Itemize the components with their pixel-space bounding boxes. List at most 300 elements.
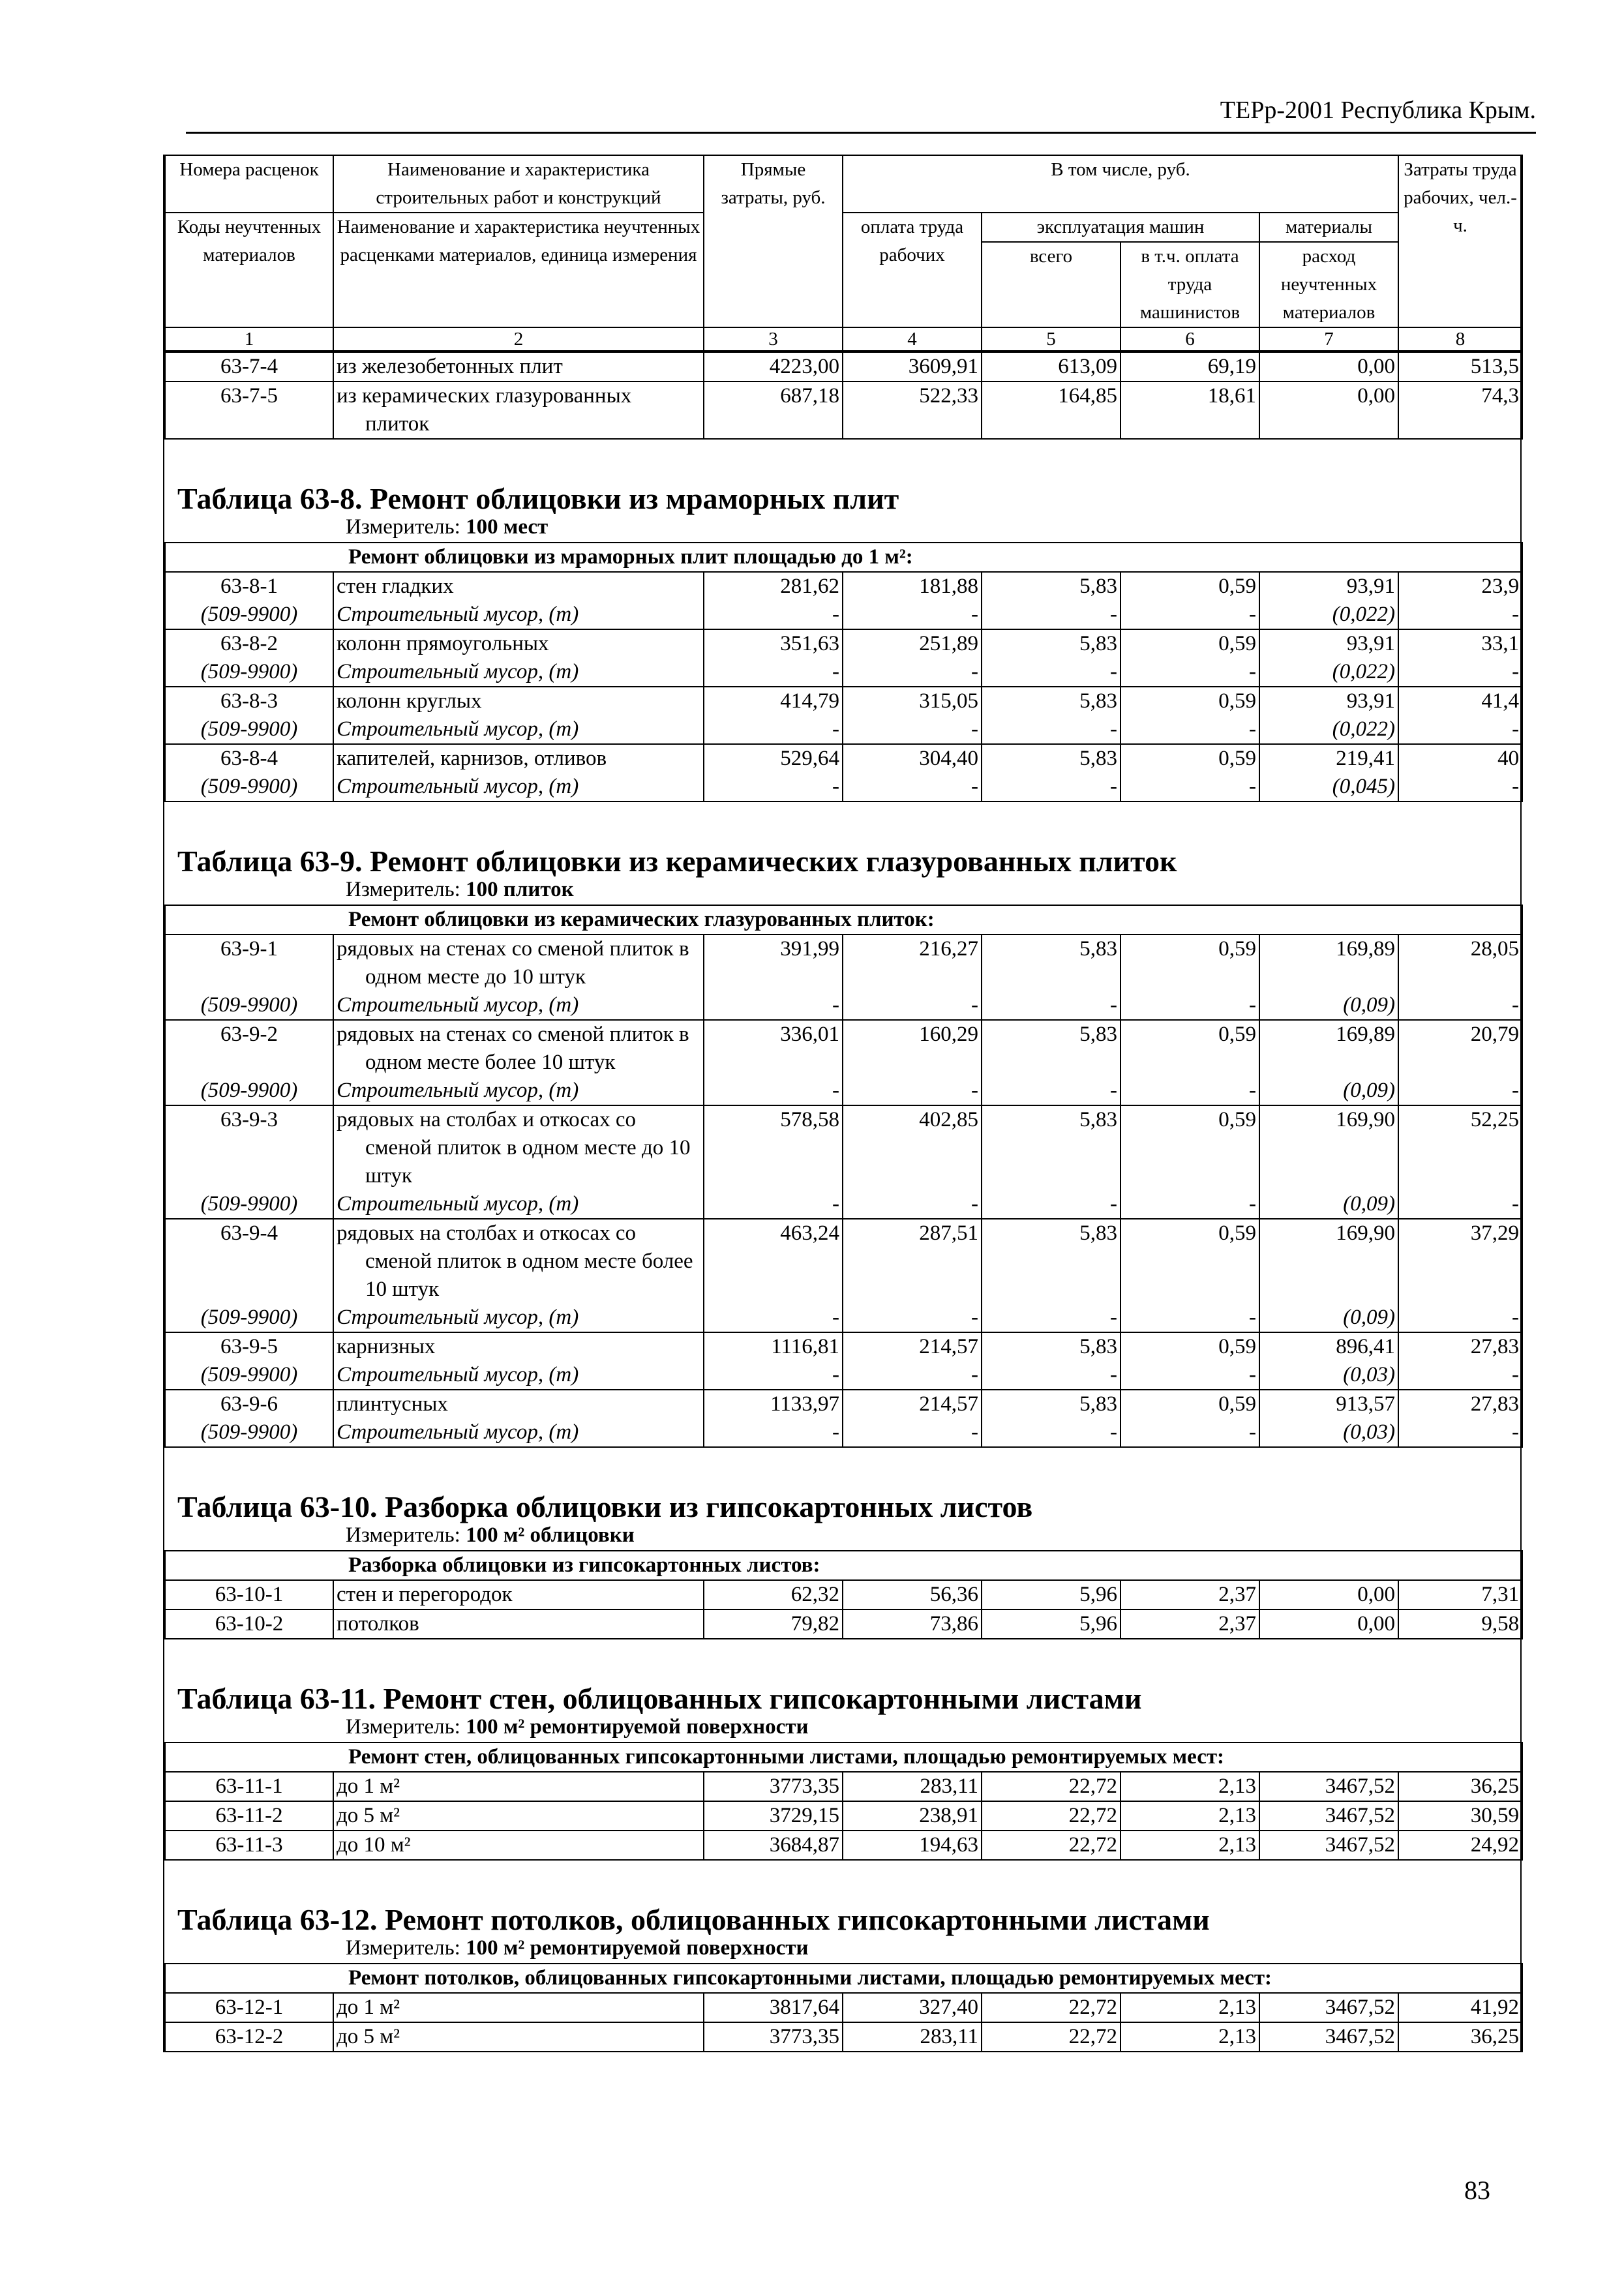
value-cell: 216,27 [843,935,982,991]
value-cell: 24,92 [1398,1831,1522,1860]
material-value-cell: - [843,658,982,687]
material-name: Строительный мусор, (т) [333,658,704,687]
value-cell: 287,51 [843,1219,982,1304]
rate-code: 63-8-2 [165,629,333,658]
value-cell: 93,91 [1259,572,1398,601]
section-spacer [164,802,1520,827]
section-title: Таблица 63-11. Ремонт стен, облицованных гипсокартонными листами [177,1682,1142,1715]
value-cell: 283,11 [843,2022,982,2052]
value-cell: 181,88 [843,572,982,601]
value-cell: 5,83 [982,935,1120,991]
value-cell: 2,13 [1120,1993,1259,2022]
work-description: капителей, карнизов, отливов [333,744,704,773]
work-description: рядовых на стенах со сменой плиток в одном месте до 10 штук [333,935,704,991]
value-cell: 79,82 [704,1609,843,1639]
rate-code: 63-9-2 [165,1020,333,1077]
value-cell: 214,57 [843,1332,982,1361]
material-value-cell: - [1120,601,1259,629]
value-cell: 3773,35 [704,1772,843,1801]
table-row [165,1219,1522,1304]
material-value-cell: - [1120,991,1259,1020]
group-heading-row [165,905,1522,935]
work-description: до 10 м² [333,1831,704,1860]
material-value-cell: - [1120,658,1259,687]
value-cell: 194,63 [843,1831,982,1860]
value-cell: 169,89 [1259,935,1398,991]
value-cell: 56,36 [843,1580,982,1609]
material-value-cell: - [704,715,843,744]
group-heading: Ремонт облицовки из мраморных плит площадью до 1 м²: [165,543,1522,572]
value-cell: 74,3 [1398,382,1522,439]
measure-value: 100 м² ремонтируемой поверхности [466,1715,809,1739]
material-value-cell: (0,09) [1259,1077,1398,1105]
value-cell: 40 [1398,744,1522,773]
measure-label: Измеритель: [346,1715,460,1739]
rate-code: 63-7-4 [165,352,333,382]
material-value-cell: - [982,991,1120,1020]
value-cell: 896,41 [1259,1332,1398,1361]
measure-label: Измеритель: [346,878,460,901]
group-heading: Ремонт стен, облицованных гипсокартонными листами, площадью ремонтируемых мест: [165,1743,1522,1772]
value-cell: 5,83 [982,1020,1120,1077]
material-value-cell: (0,022) [1259,715,1398,744]
material-value-cell: - [982,1361,1120,1390]
column-header-table [164,155,1523,352]
work-description: из железобетонных плит [333,352,704,382]
column-number: 6 [1120,327,1259,351]
material-value-cell: - [843,1361,982,1390]
value-cell: 2,37 [1120,1580,1259,1609]
material-value-cell: - [1120,715,1259,744]
material-value-cell: - [843,991,982,1020]
value-cell: 219,41 [1259,744,1398,773]
material-code: (509-9900) [165,773,333,801]
value-cell: 22,72 [982,1801,1120,1831]
section-title: Таблица 63-8. Ремонт облицовки из мраморных плит [177,482,899,515]
work-description: колонн прямоугольных [333,629,704,658]
section-spacer [164,1861,1520,1885]
col-materials-use-header: расход неучтенных материалов [1259,242,1398,327]
table-row [165,1801,1522,1831]
value-cell: 613,09 [982,352,1120,382]
material-value-cell: (0,022) [1259,601,1398,629]
value-cell: 2,13 [1120,2022,1259,2052]
material-value-cell: - [704,773,843,801]
rate-code: 63-11-3 [165,1831,333,1860]
material-value-cell: - [704,991,843,1020]
value-cell: 3467,52 [1259,2022,1398,2052]
material-row [165,1077,1522,1105]
value-cell: 7,31 [1398,1580,1522,1609]
value-cell: 5,83 [982,744,1120,773]
material-name: Строительный мусор, (т) [333,1304,704,1332]
value-cell: 0,59 [1120,744,1259,773]
material-row [165,1304,1522,1332]
value-cell: 0,59 [1120,687,1259,715]
value-cell: 463,24 [704,1219,843,1304]
value-cell: 5,96 [982,1609,1120,1639]
value-cell: 164,85 [982,382,1120,439]
material-value-cell: - [704,1304,843,1332]
rate-code: 63-9-6 [165,1390,333,1418]
value-cell: 391,99 [704,935,843,991]
value-cell: 41,92 [1398,1993,1522,2022]
rate-code: 63-11-2 [165,1801,333,1831]
material-value-cell: - [982,773,1120,801]
value-cell: 5,83 [982,572,1120,601]
material-value-cell: - [1120,1304,1259,1332]
value-cell: 315,05 [843,687,982,715]
material-code: (509-9900) [165,1190,333,1219]
table-row [165,1390,1522,1418]
value-cell: 3467,52 [1259,1993,1398,2022]
incl-header: В том числе, руб. [843,155,1398,213]
rates-table [164,1963,1523,2052]
value-cell: 0,00 [1259,1580,1398,1609]
group-heading-row [165,543,1522,572]
work-description: рядовых на столбах и откосах со сменой плиток в одном месте до 10 штук [333,1105,704,1190]
work-description: рядовых на столбах и откосах со сменой плиток в одном месте более 10 штук [333,1219,704,1304]
material-value-cell: - [1398,1190,1522,1219]
value-cell: 9,58 [1398,1609,1522,1639]
rates-table [164,542,1523,802]
material-value-cell: - [843,1077,982,1105]
value-cell: 0,00 [1259,1609,1398,1639]
material-name: Строительный мусор, (т) [333,601,704,629]
material-value-cell: - [982,601,1120,629]
material-value-cell: (0,09) [1259,1304,1398,1332]
table-row [165,935,1522,991]
value-cell: 41,4 [1398,687,1522,715]
col-machines-total-header: всего [982,242,1120,327]
section-title: Таблица 63-9. Ремонт облицовки из керамических глазурованных плиток [177,845,1177,878]
material-code: (509-9900) [165,991,333,1020]
col-material-name-header: Наименование и характеристика неучтенных расценками материалов, единица измерения [333,213,704,327]
table-row [165,1105,1522,1190]
value-cell: 36,25 [1398,2022,1522,2052]
column-number: 4 [843,327,982,351]
value-cell: 22,72 [982,1772,1120,1801]
value-cell: 1116,81 [704,1332,843,1361]
material-value-cell: - [843,1304,982,1332]
value-cell: 5,83 [982,1332,1120,1361]
measure-unit [164,1713,1520,1742]
value-cell: 5,83 [982,687,1120,715]
value-cell: 5,96 [982,1580,1120,1609]
material-name: Строительный мусор, (т) [333,1190,704,1219]
material-name: Строительный мусор, (т) [333,1077,704,1105]
material-value-cell: - [704,1077,843,1105]
material-value-cell: (0,09) [1259,1190,1398,1219]
section-title: Таблица 63-12. Ремонт потолков, облицованных гипсокартонными листами [177,1903,1210,1936]
value-cell: 20,79 [1398,1020,1522,1077]
material-code: (509-9900) [165,1418,333,1447]
group-heading: Ремонт облицовки из керамических глазурованных плиток: [165,905,1522,935]
material-value-cell: - [1398,1077,1522,1105]
material-value-cell: (0,09) [1259,991,1398,1020]
value-cell: 160,29 [843,1020,982,1077]
value-cell: 37,29 [1398,1219,1522,1304]
value-cell: 18,61 [1120,382,1259,439]
work-description: до 1 м² [333,1772,704,1801]
material-value-cell: - [843,601,982,629]
material-value-cell: - [843,773,982,801]
table-row [165,687,1522,715]
table-row [165,1020,1522,1077]
page-number: 83 [1464,2176,1490,2205]
work-description: до 5 м² [333,1801,704,1831]
value-cell: 529,64 [704,744,843,773]
value-cell: 0,59 [1120,572,1259,601]
document-body [163,155,1522,2052]
material-code: (509-9900) [165,1077,333,1105]
value-cell: 2,37 [1120,1609,1259,1639]
value-cell: 23,9 [1398,572,1522,601]
material-name: Строительный мусор, (т) [333,773,704,801]
work-description: рядовых на стенах со сменой плиток в одном месте более 10 штук [333,1020,704,1077]
value-cell: 52,25 [1398,1105,1522,1190]
value-cell: 36,25 [1398,1772,1522,1801]
value-cell: 3684,87 [704,1831,843,1860]
value-cell: 27,83 [1398,1332,1522,1361]
work-description: стен и перегородок [333,1580,704,1609]
material-value-cell: (0,03) [1259,1361,1398,1390]
material-value-cell: - [982,1304,1120,1332]
column-number: 7 [1259,327,1398,351]
col-name-header: Наименование и характеристика строительных работ и конструкций [333,155,704,213]
value-cell: 0,59 [1120,629,1259,658]
value-cell: 169,90 [1259,1105,1398,1190]
value-cell: 4223,00 [704,352,843,382]
value-cell: 351,63 [704,629,843,658]
value-cell: 2,13 [1120,1772,1259,1801]
table-row [165,1332,1522,1361]
material-row [165,1418,1522,1447]
material-row [165,773,1522,801]
value-cell: 0,59 [1120,1390,1259,1418]
value-cell: 578,58 [704,1105,843,1190]
material-value-cell: - [843,1190,982,1219]
value-cell: 402,85 [843,1105,982,1190]
value-cell: 522,33 [843,382,982,439]
table-row [165,382,1522,439]
col-material-codes-header: Коды неучтенных материалов [165,213,333,327]
material-row [165,601,1522,629]
table-row [165,2022,1522,2052]
measure-label: Измеритель: [346,515,460,539]
rate-code: 63-8-1 [165,572,333,601]
material-row [165,1190,1522,1219]
table-row [165,1772,1522,1801]
measure-unit [164,1934,1520,1963]
material-value-cell: - [982,715,1120,744]
value-cell: 22,72 [982,1993,1120,2022]
material-value-cell: - [1120,1418,1259,1447]
table-row [165,744,1522,773]
work-description: плинтусных [333,1390,704,1418]
rates-table [164,905,1523,1448]
value-cell: 5,83 [982,1105,1120,1190]
value-cell: 336,01 [704,1020,843,1077]
value-cell: 73,86 [843,1609,982,1639]
value-cell: 0,00 [1259,352,1398,382]
value-cell: 3609,91 [843,352,982,382]
material-value-cell: (0,022) [1259,658,1398,687]
value-cell: 414,79 [704,687,843,715]
material-value-cell: - [1398,773,1522,801]
material-value-cell: - [1398,1304,1522,1332]
measure-value: 100 мест [466,515,549,539]
value-cell: 3773,35 [704,2022,843,2052]
material-value-cell: - [843,1418,982,1447]
material-row [165,715,1522,744]
value-cell: 69,19 [1120,352,1259,382]
col-codes-header: Номера расценок [165,155,333,213]
rates-table [164,1550,1523,1639]
col-direct-costs-header: Прямые затраты, руб. [704,155,843,327]
material-value-cell: - [1120,1077,1259,1105]
value-cell: 169,90 [1259,1219,1398,1304]
measure-value: 100 плиток [466,878,574,901]
section-spacer [164,1448,1520,1473]
value-cell: 214,57 [843,1390,982,1418]
value-cell: 913,57 [1259,1390,1398,1418]
work-description: карнизных [333,1332,704,1361]
table-row [165,1831,1522,1860]
column-number: 2 [333,327,704,351]
value-cell: 283,11 [843,1772,982,1801]
continued-table [164,352,1523,440]
material-value-cell: - [1398,1361,1522,1390]
rate-code: 63-10-2 [165,1609,333,1639]
table-row [165,1580,1522,1609]
value-cell: 3467,52 [1259,1772,1398,1801]
machines-header: эксплуатация машин [982,213,1259,242]
value-cell: 93,91 [1259,629,1398,658]
value-cell: 1133,97 [704,1390,843,1418]
table-row [165,1993,1522,2022]
rate-code: 63-9-3 [165,1105,333,1190]
value-cell: 687,18 [704,382,843,439]
group-heading-row [165,1551,1522,1580]
material-value-cell: - [704,601,843,629]
column-number: 3 [704,327,843,351]
material-name: Строительный мусор, (т) [333,715,704,744]
group-heading-row [165,1964,1522,1993]
measure-unit [164,513,1520,542]
table-row [165,572,1522,601]
section-spacer [164,1639,1520,1664]
value-cell: 62,32 [704,1580,843,1609]
rates-table [164,1742,1523,1861]
material-value-cell: - [1398,601,1522,629]
value-cell: 169,89 [1259,1020,1398,1077]
value-cell: 3467,52 [1259,1801,1398,1831]
material-value-cell: - [982,658,1120,687]
value-cell: 30,59 [1398,1801,1522,1831]
material-code: (509-9900) [165,658,333,687]
work-description: колонн круглых [333,687,704,715]
value-cell: 0,59 [1120,1332,1259,1361]
rate-code: 63-8-4 [165,744,333,773]
material-value-cell: - [1398,658,1522,687]
value-cell: 22,72 [982,2022,1120,2052]
value-cell: 0,59 [1120,1105,1259,1190]
value-cell: 93,91 [1259,687,1398,715]
value-cell: 3817,64 [704,1993,843,2022]
measure-value: 100 м² облицовки [466,1523,635,1547]
work-description: стен гладких [333,572,704,601]
material-value-cell: - [1120,1190,1259,1219]
section-title: Таблица 63-10. Разборка облицовки из гипсокартонных листов [177,1490,1033,1523]
column-number: 1 [165,327,333,351]
value-cell: 28,05 [1398,935,1522,991]
rate-code: 63-7-5 [165,382,333,439]
material-code: (509-9900) [165,1304,333,1332]
value-cell: 0,00 [1259,382,1398,439]
material-value-cell: - [1120,1361,1259,1390]
value-cell: 0,59 [1120,1219,1259,1304]
material-name: Строительный мусор, (т) [333,991,704,1020]
value-cell: 327,40 [843,1993,982,2022]
value-cell: 3729,15 [704,1801,843,1831]
col-labor-pay-header: оплата труда рабочих [843,213,982,327]
measure-unit [164,1521,1520,1550]
rate-code: 63-12-1 [165,1993,333,2022]
rate-code: 63-11-1 [165,1772,333,1801]
group-heading: Ремонт потолков, облицованных гипсокартонными листами, площадью ремонтируемых мест: [165,1964,1522,1993]
value-cell: 5,83 [982,629,1120,658]
value-cell: 27,83 [1398,1390,1522,1418]
material-code: (509-9900) [165,601,333,629]
rate-code: 63-8-3 [165,687,333,715]
value-cell: 238,91 [843,1801,982,1831]
material-value-cell: (0,03) [1259,1418,1398,1447]
work-description: из керамических глазурованных плиток [333,382,704,439]
measure-value: 100 м² ремонтируемой поверхности [466,1936,809,1960]
material-value-cell: - [704,658,843,687]
work-description: потолков [333,1609,704,1639]
value-cell: 5,83 [982,1219,1120,1304]
value-cell: 2,13 [1120,1831,1259,1860]
material-value-cell: - [1120,773,1259,801]
header-rule [186,132,1536,134]
material-value-cell: - [843,715,982,744]
rate-code: 63-9-4 [165,1219,333,1304]
material-value-cell: - [704,1361,843,1390]
measure-label: Измеритель: [346,1523,460,1547]
rate-code: 63-12-2 [165,2022,333,2052]
material-value-cell: - [1398,715,1522,744]
value-cell: 33,1 [1398,629,1522,658]
measure-unit [164,875,1520,905]
value-cell: 5,83 [982,1390,1120,1418]
column-number: 8 [1398,327,1522,351]
material-value-cell: (0,045) [1259,773,1398,801]
group-heading-row [165,1743,1522,1772]
rate-code: 63-9-5 [165,1332,333,1361]
work-description: до 1 м² [333,1993,704,2022]
material-name: Строительный мусор, (т) [333,1418,704,1447]
table-row [165,1609,1522,1639]
material-row [165,991,1522,1020]
value-cell: 281,62 [704,572,843,601]
column-number: 5 [982,327,1120,351]
running-header: ТЕРр-2001 Республика Крым. [1220,97,1536,124]
material-code: (509-9900) [165,1361,333,1390]
group-heading: Разборка облицовки из гипсокартонных листов: [165,1551,1522,1580]
value-cell: 3467,52 [1259,1831,1398,1860]
